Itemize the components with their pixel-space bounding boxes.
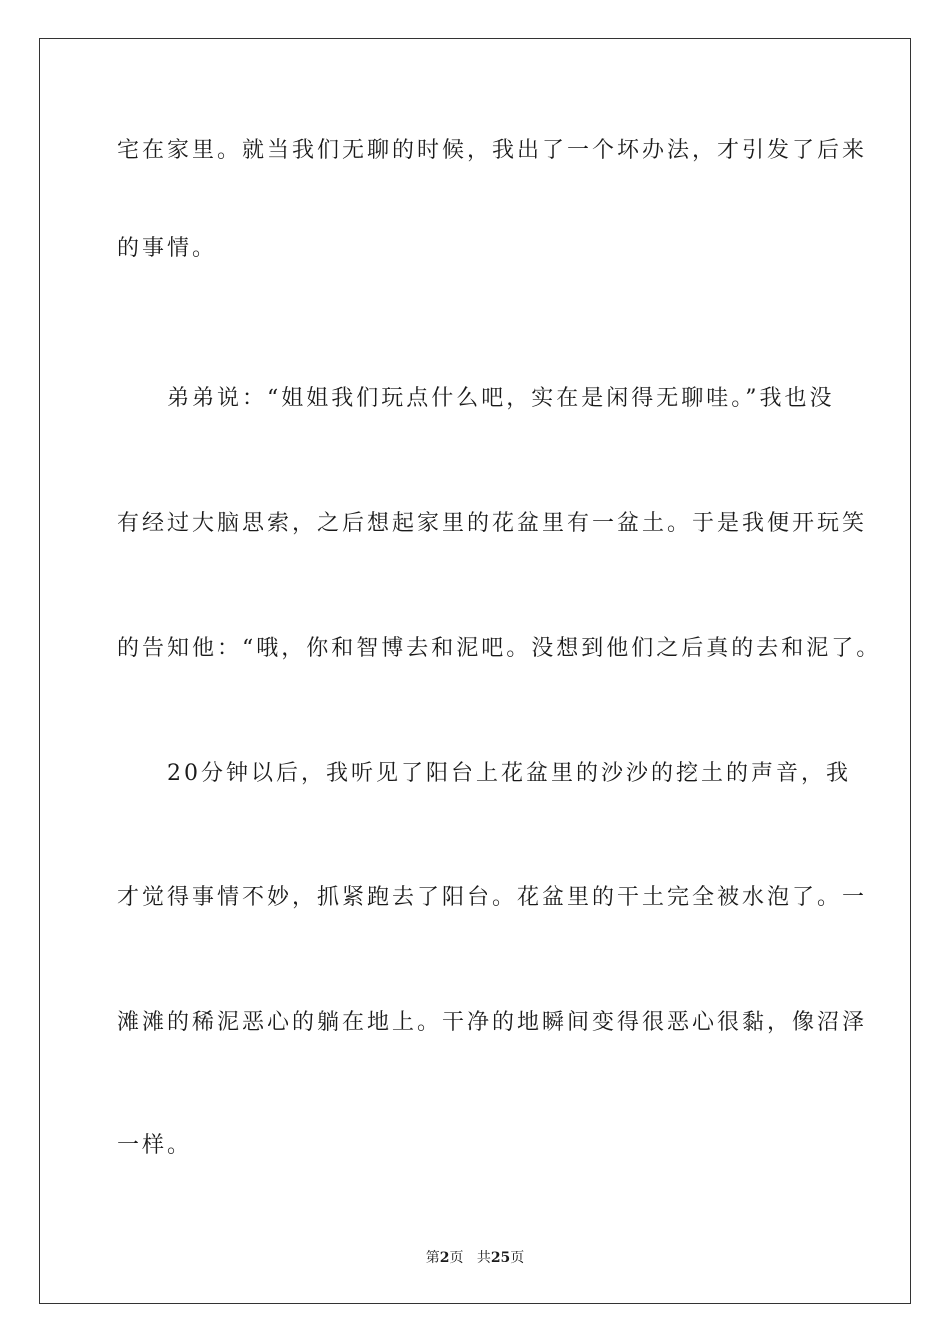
total-prefix: 共 (476, 1250, 491, 1266)
text-line-9: 一样。 (117, 1133, 193, 1158)
total-pages: 25 (490, 1250, 511, 1266)
text-line-7: 才觉得事情不妙，抓紧跑去了阳台。花盆里的干土完全被水泡了。一 (117, 885, 868, 910)
text-line-5: 的告知他：“哦，你和智博去和泥吧。没想到他们之后真的去和泥了。 (117, 636, 882, 661)
total-suffix: 页 (510, 1250, 525, 1266)
page-prefix: 第 (425, 1250, 440, 1266)
page-number: 2 (439, 1250, 450, 1266)
text-line-3: 弟弟说：“姐姐我们玩点什么吧，实在是闲得无聊哇。”我也没 (117, 386, 835, 411)
text-line-4: 有经过大脑思索，之后想起家里的花盆里有一盆土。于是我便开玩笑 (117, 511, 868, 536)
text-line-8: 滩滩的稀泥恶心的躺在地上。干净的地瞬间变得很恶心很黏，像沼泽 (117, 1010, 868, 1035)
page-footer (0, 1247, 950, 1267)
page-border (39, 38, 911, 1304)
text-line-1: 宅在家里。就当我们无聊的时候，我出了一个坏办法，才引发了后来 (117, 138, 868, 163)
text-line-2: 的事情。 (117, 236, 218, 261)
text-line-6: 20分钟以后，我听见了阳台上花盆里的沙沙的挖土的声音，我 (117, 761, 851, 786)
page-suffix: 页 (449, 1250, 464, 1266)
